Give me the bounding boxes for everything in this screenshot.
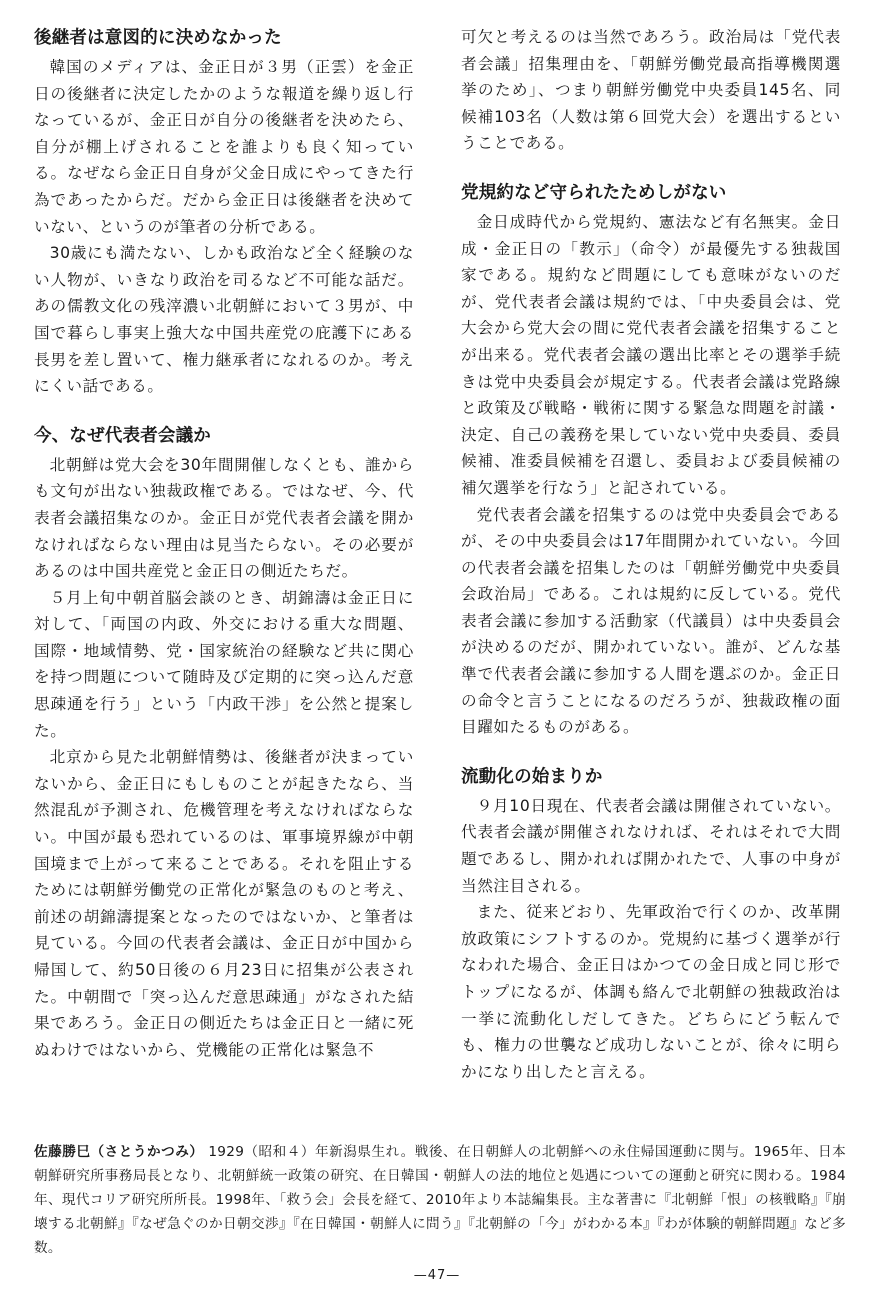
section-continuation: [461, 24, 841, 157]
paragraph: 党代表者会議を招集するのは党中央委員会であるが、その中央委員会は17年間開かれていない。今回の代表者会議を招集したのは「朝鮮労働党中央委員会政治局」である。これは規約に反している。党代表者会議に参加する活動家（代議員）は中央委員会が決めるのだが、開かれていない。誰が、どんな基準で代表者会議に参加する人間を選ぶのか。金正日の命令と言うことになるのだろうが、独裁政権の面目躍如たるものがある。: [461, 505, 841, 737]
paragraph: 金日成時代から党規約、憲法など有名無実。金日成・金正日の「教示」（命令）が最優先する独裁国家である。規約など問題にしても意味がないのだが、党代表者会議は規約では、「中央委員会は、党大会から党大会の間に党代表者会議を招集することが出来る。党代表者会議の選出比率とその選挙手続きは党中央委員会が規定する。代表者会議は党路線と政策及び戦略・戦術に関する緊急な問題を討議・決定、自己の義務を果していない党中央委員、委員候補、准委員候補を召還し、委員および委員候補の補欠選挙を行なう」と記されている。: [461, 212, 841, 497]
page-number: —47—: [413, 1268, 461, 1283]
section-heading: 後継者は意図的に決めなかった: [34, 28, 282, 48]
section-party-rules: [461, 179, 841, 741]
paragraph: 韓国のメディアは、金正日が３男（正雲）を金正日の後継者に決定したかのような報道を繰り返し行なっているが、金正日が自分の後継者を決めたら、自分が棚上げされることを誰よりも良く知っている。なぜなら金正日自身が父金日成にやってきた行為であったからだ。だから金正日は後継者を決めていない、というのが筆者の分析である。: [34, 58, 414, 236]
section-successor: [34, 24, 414, 400]
section-heading: 流動化の始まりか: [461, 766, 603, 787]
paragraph: ９月10日現在、代表者会議は開催されていない。代表者会議が開催されなければ、それはそれで大問題であるし、開かれれば開かれたで、人事の中身が当然注目される。: [461, 796, 841, 895]
paragraph-continuation: 可欠と考えるのは当然であろう。政治局は「党代表者会議」招集理由を、「朝鮮労働党最高指導機関選挙のため」、つまり朝鮮労働党中央委員145名、同候補103名（人数は第６回党大会）を選出するということである。: [461, 28, 841, 153]
section-heading: 党規約など守られたためしがない: [461, 182, 727, 203]
author-name: 佐藤勝巳（さとうかつみ）: [34, 1144, 204, 1160]
right-column: [461, 24, 841, 1107]
section-heading: 今、なぜ代表者会議か: [34, 425, 211, 446]
paragraph: 北京から見た北朝鮮情勢は、後継者が決まっていないから、金正日にもしものことが起きたなら、当然混乱が予測され、危機管理を考えなければならない。中国が最も恐れているのは、軍事境界線が中朝国境まで上がって来ることである。それを阻止するためには朝鮮労働党の正常化が緊急のものと考え、前述の胡錦濤提案となったのではないか、と筆者は見ている。今回の代表者会議は、金正日が中国から帰国して、約50日後の６月23日に招集が公表された。中朝間で「突っ込んだ意思疎通」がなされた結果であろう。金正日の側近たちは金正日と一緒に死ぬわけではないから、党機能の正常化は緊急不: [34, 748, 414, 1059]
author-bio-text: 1929（昭和４）年新潟県生れ。戦後、在日朝鮮人の北朝鮮への永住帰国運動に関与。1965年、日本朝鮮研究所事務局長となり、北朝鮮統一政策の研究、在日韓国・朝鮮人の法的地位と処遇についての運動と研究に関わる。1984年、現代コリア研究所所長。1998年、「救う会」会長を経て、2010年より本誌編集長。主な著書に『北朝鮮「恨」の核戦略』『崩壊する北朝鮮』『なぜ急ぐのか日朝交渉』『在日韓国・朝鮮人に問う』『北朝鮮の「今」がわかる本』『わが体験的朝鮮問題』など多数。: [34, 1144, 846, 1256]
section-fluidity: [461, 763, 841, 1086]
paragraph: また、従来どおり、先軍政治で行くのか、改革開放政策にシフトするのか。党規約に基づく選挙が行なわれた場合、金正日はかつての金日成と同じ形でトップになるが、体調も絡んで北朝鮮の独裁政治は一挙に流動化しだしてきた。どちらにどう転んでも、権力の世襲など成功しないことが、徐々に明らかになり出したと言える。: [461, 903, 841, 1081]
author-bio: [34, 1140, 846, 1260]
paragraph: 北朝鮮は党大会を30年間開催しなくとも、誰からも文句が出ない独裁政権である。ではなぜ、今、代表者会議招集なのか。金正日が党代表者会議を開かなければならない理由は見当たらない。その必要があるのは中国共産党と金正日の側近たちだ。: [34, 455, 414, 581]
left-column: [34, 24, 414, 1085]
paragraph: ５月上旬中朝首脳会談のとき、胡錦濤は金正日に対して、「両国の内政、外交における重大な問題、国際・地域情勢、党・国家統治の経験など共に関心を持つ問題について随時及び定期的に突っ込んだ意思疎通を行う」という「内政干渉」を公然と提案した。: [34, 588, 414, 740]
paragraph: 30歳にも満たない、しかも政治など全く経験のない人物が、いきなり政治を司るなど不可能な話だ。あの儒教文化の残滓濃い北朝鮮において３男が、中国で暮らし事実上強大な中国共産党の庇護下にある長男を差し置いて、権力継承者になれるのか。考えにくい話である。: [34, 244, 414, 396]
section-why-now: [34, 422, 414, 1064]
